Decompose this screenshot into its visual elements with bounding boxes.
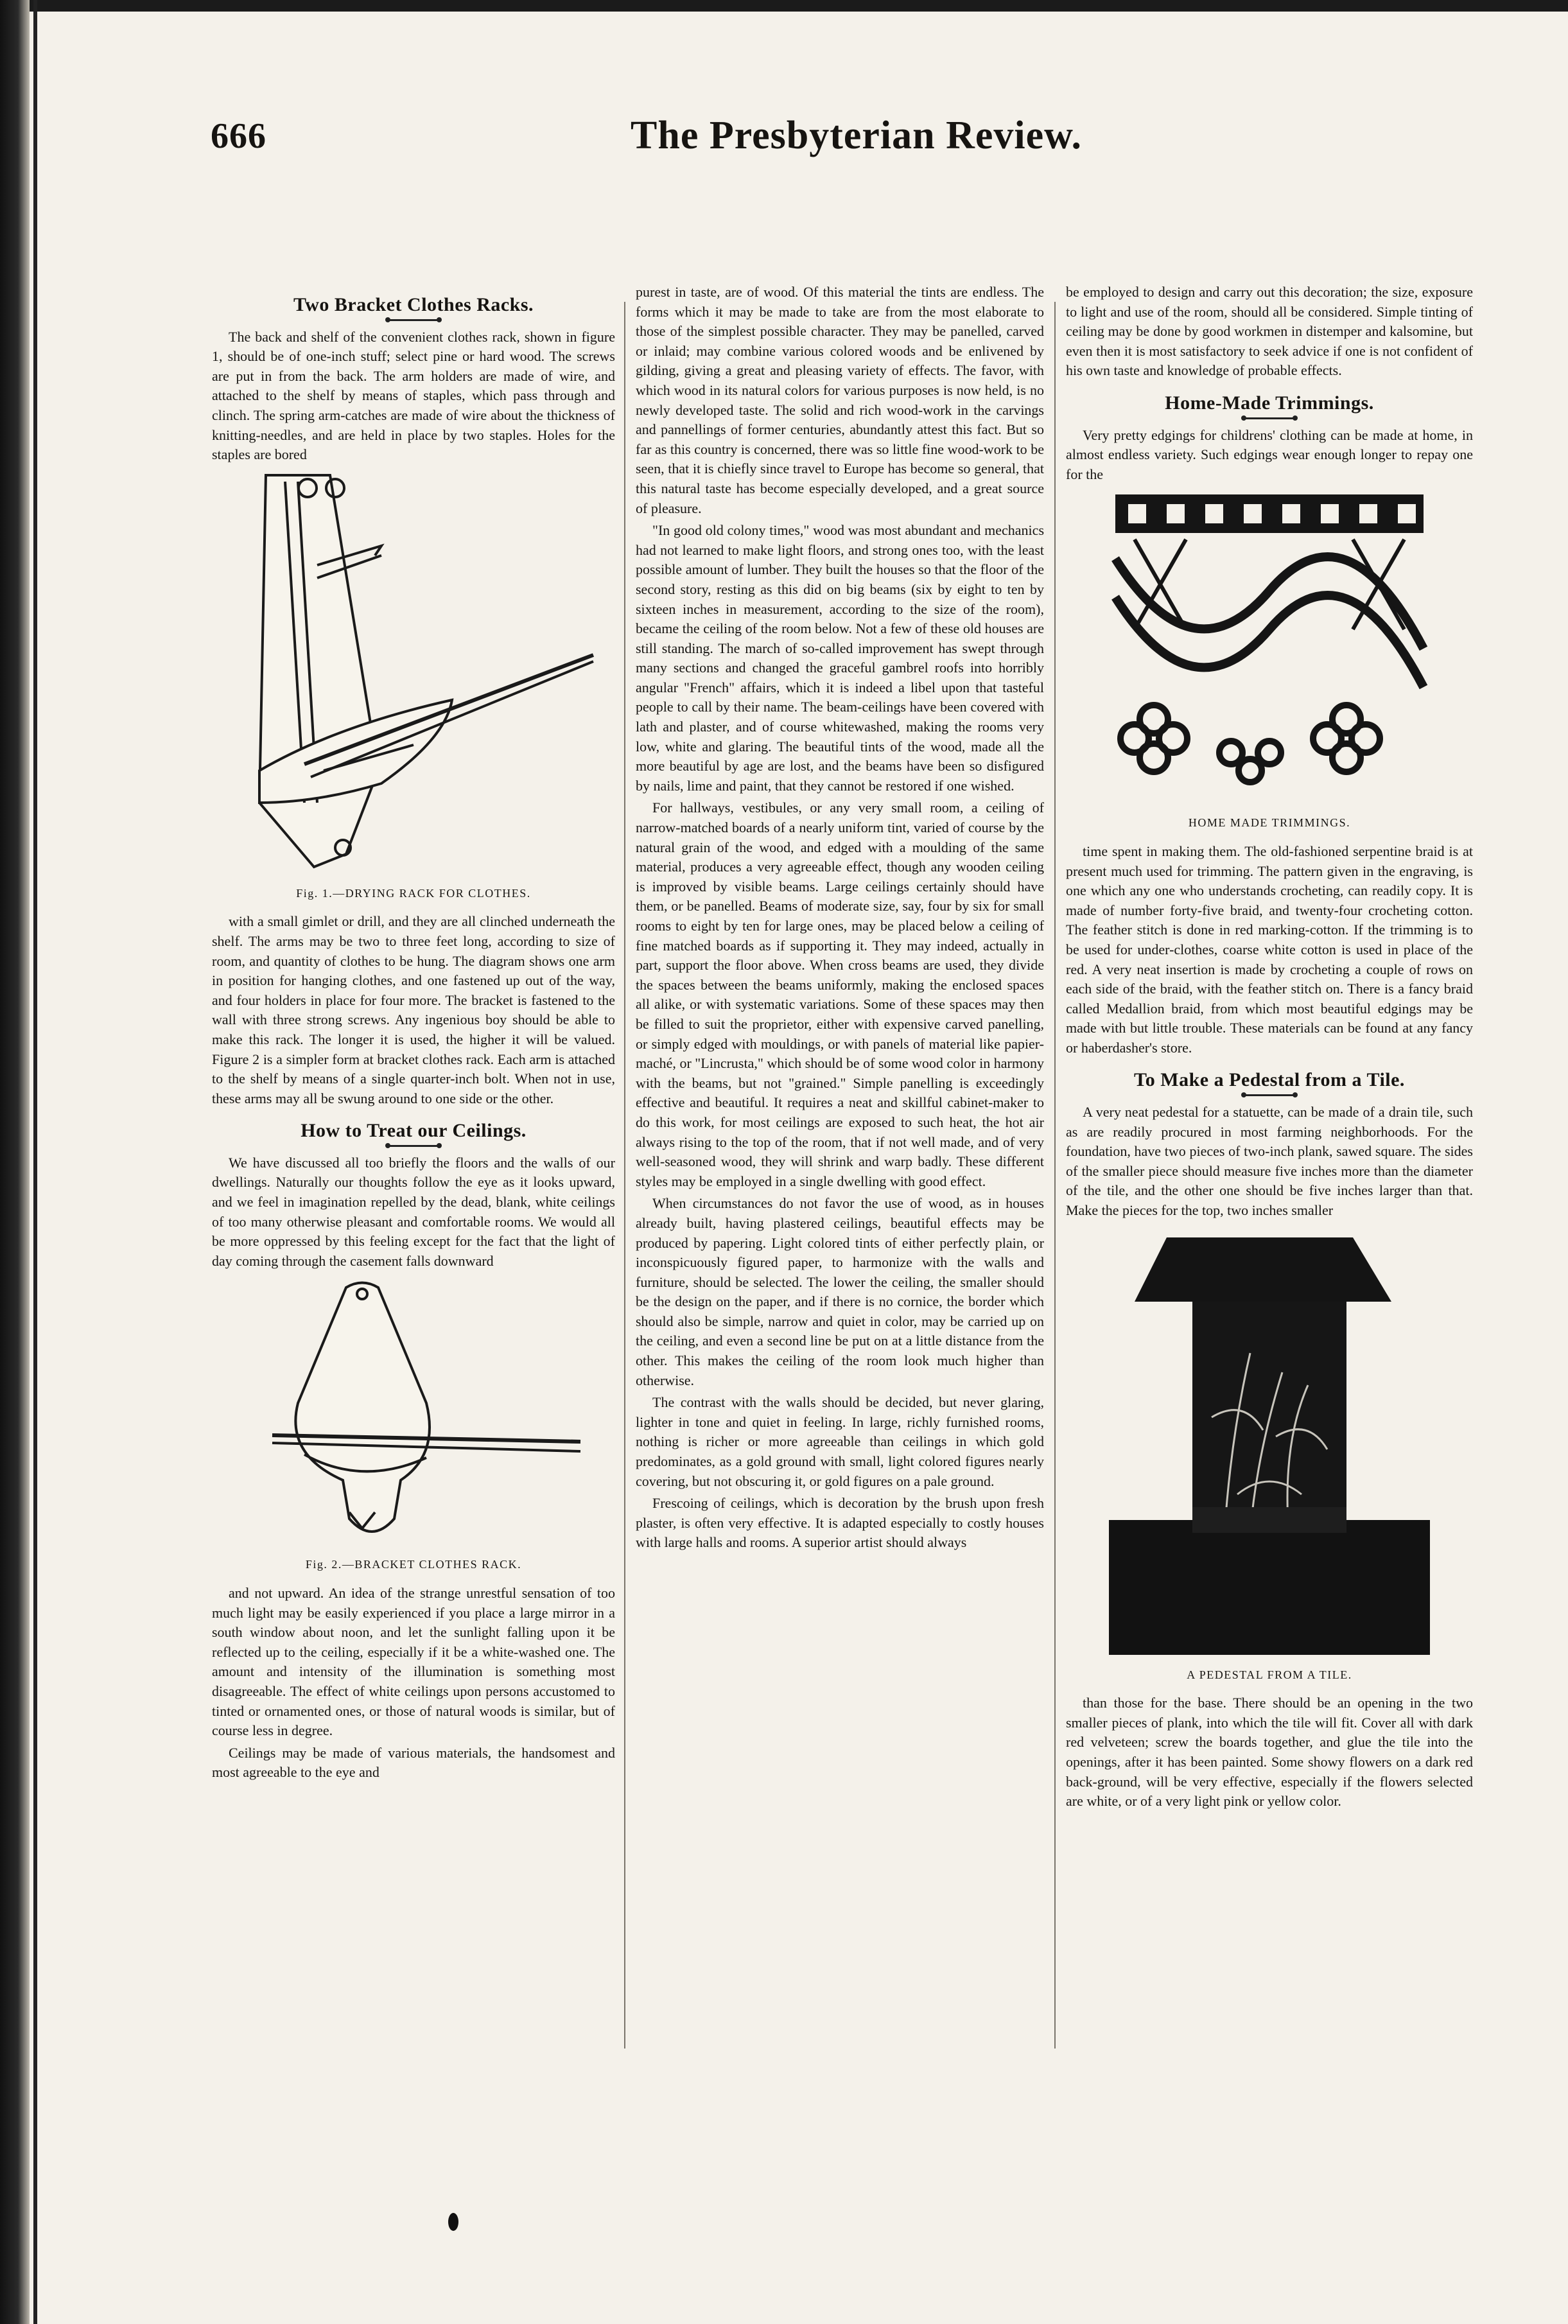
trimmings-illustration bbox=[1109, 488, 1430, 809]
paragraph: than those for the base. There should be an opening in the two smaller pieces of plank, into which the tile will fit. Cover all with dark red velveteen; screw the boards together, and glue the tile into the openings, after it has been painted. Some showy flowers on a dark red back-ground, will be very effective, especially if the flowers selected are white, or of a very light pink or yellow color. bbox=[1066, 1695, 1473, 1810]
article-title-trimmings: Home-Made Trimmings. bbox=[1165, 392, 1374, 414]
paragraph: and not upward. An idea of the strange unrestful sensation of too much light may be easily experienced if you place a large mirror in a south window about noon, and let the sunlight falling upon it be reflected up to the ceiling, especially if it be a white-washed one. The amount and intensity of the illumination is something most disagreeable. The effect of white ceilings upon persons accustomed to tinted or ornamented ones, or those of natural woods is similar, but of course less in degree. bbox=[212, 1585, 615, 1739]
paragraph: Frescoing of ceilings, which is decoration by the brush upon fresh plaster, is often very effective. It is adapted especially to costly houses with large halls and rooms. A superior artist should always bbox=[636, 1495, 1044, 1551]
scan-edge-top bbox=[0, 0, 1568, 12]
title-rule bbox=[1244, 1094, 1295, 1096]
paragraph: "In good old colony times," wood was most abundant and mechanics had not learned to make light floors, and strong ones too, with the least possible amount of lumber. They built the houses so that the floor of the second story, resting as this did on big beams (six by eight to ten by sixteen inches in measurement, according to the size of the room), became the ceiling of the room below. Not a few of these old houses are still standing. The march of so-called improvement has swept through many sections and changed the graceful gambrel roofs into horribly angular "French" affairs, which it is indeed a libel upon that tasteful people to call by their name. The beam-ceilings have been covered with lath and plaster, and of course whitewashed, making the rooms very low, white and glaring. The beautiful tints of the wood, made all the more beautiful by age are lost, and the beams have been so disfigured by nails, lime and paint, that they cannot be restored if one wished. bbox=[636, 522, 1044, 794]
article-title-pedestal: To Make a Pedestal from a Tile. bbox=[1134, 1069, 1405, 1091]
column-2 bbox=[636, 283, 1044, 1555]
paragraph: purest in taste, are of wood. Of this material the tints are endless. The forms which it may be made to take are from the most elaborate to those of the simplest possible character. They may be panelled, carved or inlaid; may combine various colored woods and be enlivened by gilding, giving a great and pleasing variety of effects. The favor, with which wood in its natural colors for various purposes is now held, is no newly developed taste. The solid and rich wood-work in the carvings and pannellings of former centuries, abundantly attest this fact. But so far as this country is concerned, there was so little fine wood-work to be seen, that it is chiefly since travel to Europe has become so general, that this natural taste has become especially developed, and a great source of pleasure. bbox=[636, 284, 1044, 516]
bracket-rack-illustration bbox=[234, 1275, 593, 1551]
title-rule bbox=[1244, 417, 1295, 419]
paragraph: The back and shelf of the convenient clothes rack, shown in figure 1, should be of one-inch stuff; select pine or hard wood. The screws are put in from the back. The arm holders are made of wire, and attached to the shelf by means of staples, which pass through and clinch. The spring arm-catches are made of wire about the thickness of knitting-needles, and are held in place by two staples. Holes for the staples are bored bbox=[212, 328, 615, 463]
pedestal-illustration bbox=[1096, 1225, 1443, 1661]
drying-rack-illustration bbox=[221, 469, 606, 880]
paragraph: Very pretty edgings for childrens' clothing can be made at home, in almost endless variety. Such edgings wear enough longer to repay one for the bbox=[1066, 426, 1473, 482]
paragraph: time spent in making them. The old-fashioned serpentine braid is at present much used for trimming. The pattern given in the engraving, is one which any one who understands crocheting, can readily copy. It is made of number forty-five braid, and twenty-four crocheting cotton. The feather stitch is done in red marking-cotton. If the trimming is to be used for under-clothes, coarse white cotton is used in place of the red. A very neat insertion is made by crocheting a couple of rows on each side of the braid, with the feather stitch on. There is a fancy braid called Medallion braid, from which most beautiful edgings may be made with but little trouble. These materials can be found at any fancy or haberdasher's store. bbox=[1066, 843, 1473, 1056]
page-number: 666 bbox=[211, 116, 266, 156]
column-rule-2 bbox=[1054, 302, 1056, 2049]
paragraph: When circumstances do not favor the use of wood, as in houses already built, having plastered ceilings, beautiful effects may be produced by papering. Light colored tints of either perfectly plain, or inconspicuously figured paper, to harmonize with the walls and furniture, should be selected. The lower the ceiling, the smaller should be the design on the paper, and if there is no cornice, the border which should also be simple, narrow and quiet in color, may be carried up on the ceiling, and even a second line be put on at a little distance from the other. This makes the ceiling of the room look much higher than otherwise. bbox=[636, 1195, 1044, 1388]
figure-3-caption: HOME MADE TRIMMINGS. bbox=[1188, 816, 1351, 830]
paragraph: Ceilings may be made of various materials, the handsomest and most agreeable to the eye and bbox=[212, 1744, 615, 1781]
column-3 bbox=[1066, 283, 1473, 1814]
paragraph: We have discussed all too briefly the floors and the walls of our dwellings. Naturally our thoughts follow the eye as it looks upward, and we feel in imagination repelled by the dead, blank, white ceilings of too many otherwise pleasant and comfortable rooms. We would all be more oppressed by this feeling except for the fact that the light of day coming through the casement falls downward bbox=[212, 1154, 615, 1269]
figure-1-caption: Fig. 1.—DRYING RACK FOR CLOTHES. bbox=[296, 886, 531, 900]
paragraph: For hallways, vestibules, or any very small room, a ceiling of narrow-matched boards of a nearly uniform tint, varied of course by the natural grain of the wood, and edged with a moulding of the same material, produces a very agreeable effect, though any wooden ceiling is improved by visible beams. Large ceilings certainly should have them, or be panelled. Beams of moderate size, say, four by six for small rooms to eight by ten for large ones, may be placed below a ceiling of fine matched boards as if supporting it. They may indeed, actually in part, support the floor above. When cross beams are used, they divide the spaces between the beams uniformly, making the enclosed spaces all alike, or with systematic variations. Some of these spaces may then be filled to suit the proprietor, either with expensive carved panelling, or simply edged with mouldings, or with panels of material like papier-maché, or "Lincrusta," which should be of some wood color in harmony with the beams, but not "grained." Simple panelling is exceedingly effective and beautiful. It requires a neat and skillful cabinet-maker to do this work, for most ceilings are exposed to such heat, the hot air always rising to the top of the room, that if not well made, and of very well-seasoned wood, they will shrink and warp badly. These different styles may be employed in a single dwelling with good effect. bbox=[636, 799, 1044, 1189]
column-rule-1 bbox=[624, 302, 625, 2049]
paragraph: The contrast with the walls should be decided, but never glaring, lighter in tone and quiet in feeling. In large, richly furnished rooms, nothing is richer or more agreeable than ceilings in which gold predominates, as a gold ground with small, light colored figures nearly covering, but not obscuring it, or gold figures on a pale ground. bbox=[636, 1394, 1044, 1489]
article-title-clothes-racks: Two Bracket Clothes Racks. bbox=[293, 294, 534, 315]
scan-edge-left bbox=[0, 0, 30, 2324]
article-title-ceilings: How to Treat our Ceilings. bbox=[301, 1120, 527, 1142]
figure-4-caption: A PEDESTAL FROM A TILE. bbox=[1187, 1668, 1352, 1681]
title-rule bbox=[388, 319, 439, 321]
ink-speck bbox=[448, 2213, 458, 2231]
column-1 bbox=[212, 283, 615, 1785]
scan-binding-line bbox=[33, 0, 37, 2324]
paragraph: with a small gimlet or drill, and they are all clinched underneath the shelf. The arms may be two to three feet long, according to size of room, and quantity of clothes to be hung. The diagram shows one arm in position for hanging clothes, and one fastened up out of the way, and four holders in place for four more. The bracket is fastened to the wall with three strong screws. Any ingenious boy should be able to make this rack. The longer it is used, the higher it will be valued. Figure 2 is a simpler form at bracket clothes rack. Each arm is attached to the shelf by means of a single quarter-inch bolt. When not in use, these arms may all be swung around to one side or the other. bbox=[212, 913, 615, 1106]
title-rule bbox=[388, 1145, 439, 1147]
paragraph: be employed to design and carry out this decoration; the size, exposure to light and use of the room, should all be considered. Simple tinting of ceiling may be done by good workmen in distemper and kalsomine, but even then it is most satisfactory to seek advice if one is not confident of his own taste and knowledge of probable effects. bbox=[1066, 284, 1473, 379]
paragraph: A very neat pedestal for a statuette, can be made of a drain tile, such as are readily procured in most farming neighborhoods. For the foundation, have two pieces of two-inch plank, sawed square. The sides of the smaller piece should measure five inches more than the diameter of the tile, and the other one should be five inches larger than that. Make the pieces for the top, two inches smaller bbox=[1066, 1104, 1473, 1219]
figure-2-caption: Fig. 2.—BRACKET CLOTHES RACK. bbox=[305, 1558, 522, 1571]
masthead: The Presbyterian Review. bbox=[631, 114, 1083, 157]
